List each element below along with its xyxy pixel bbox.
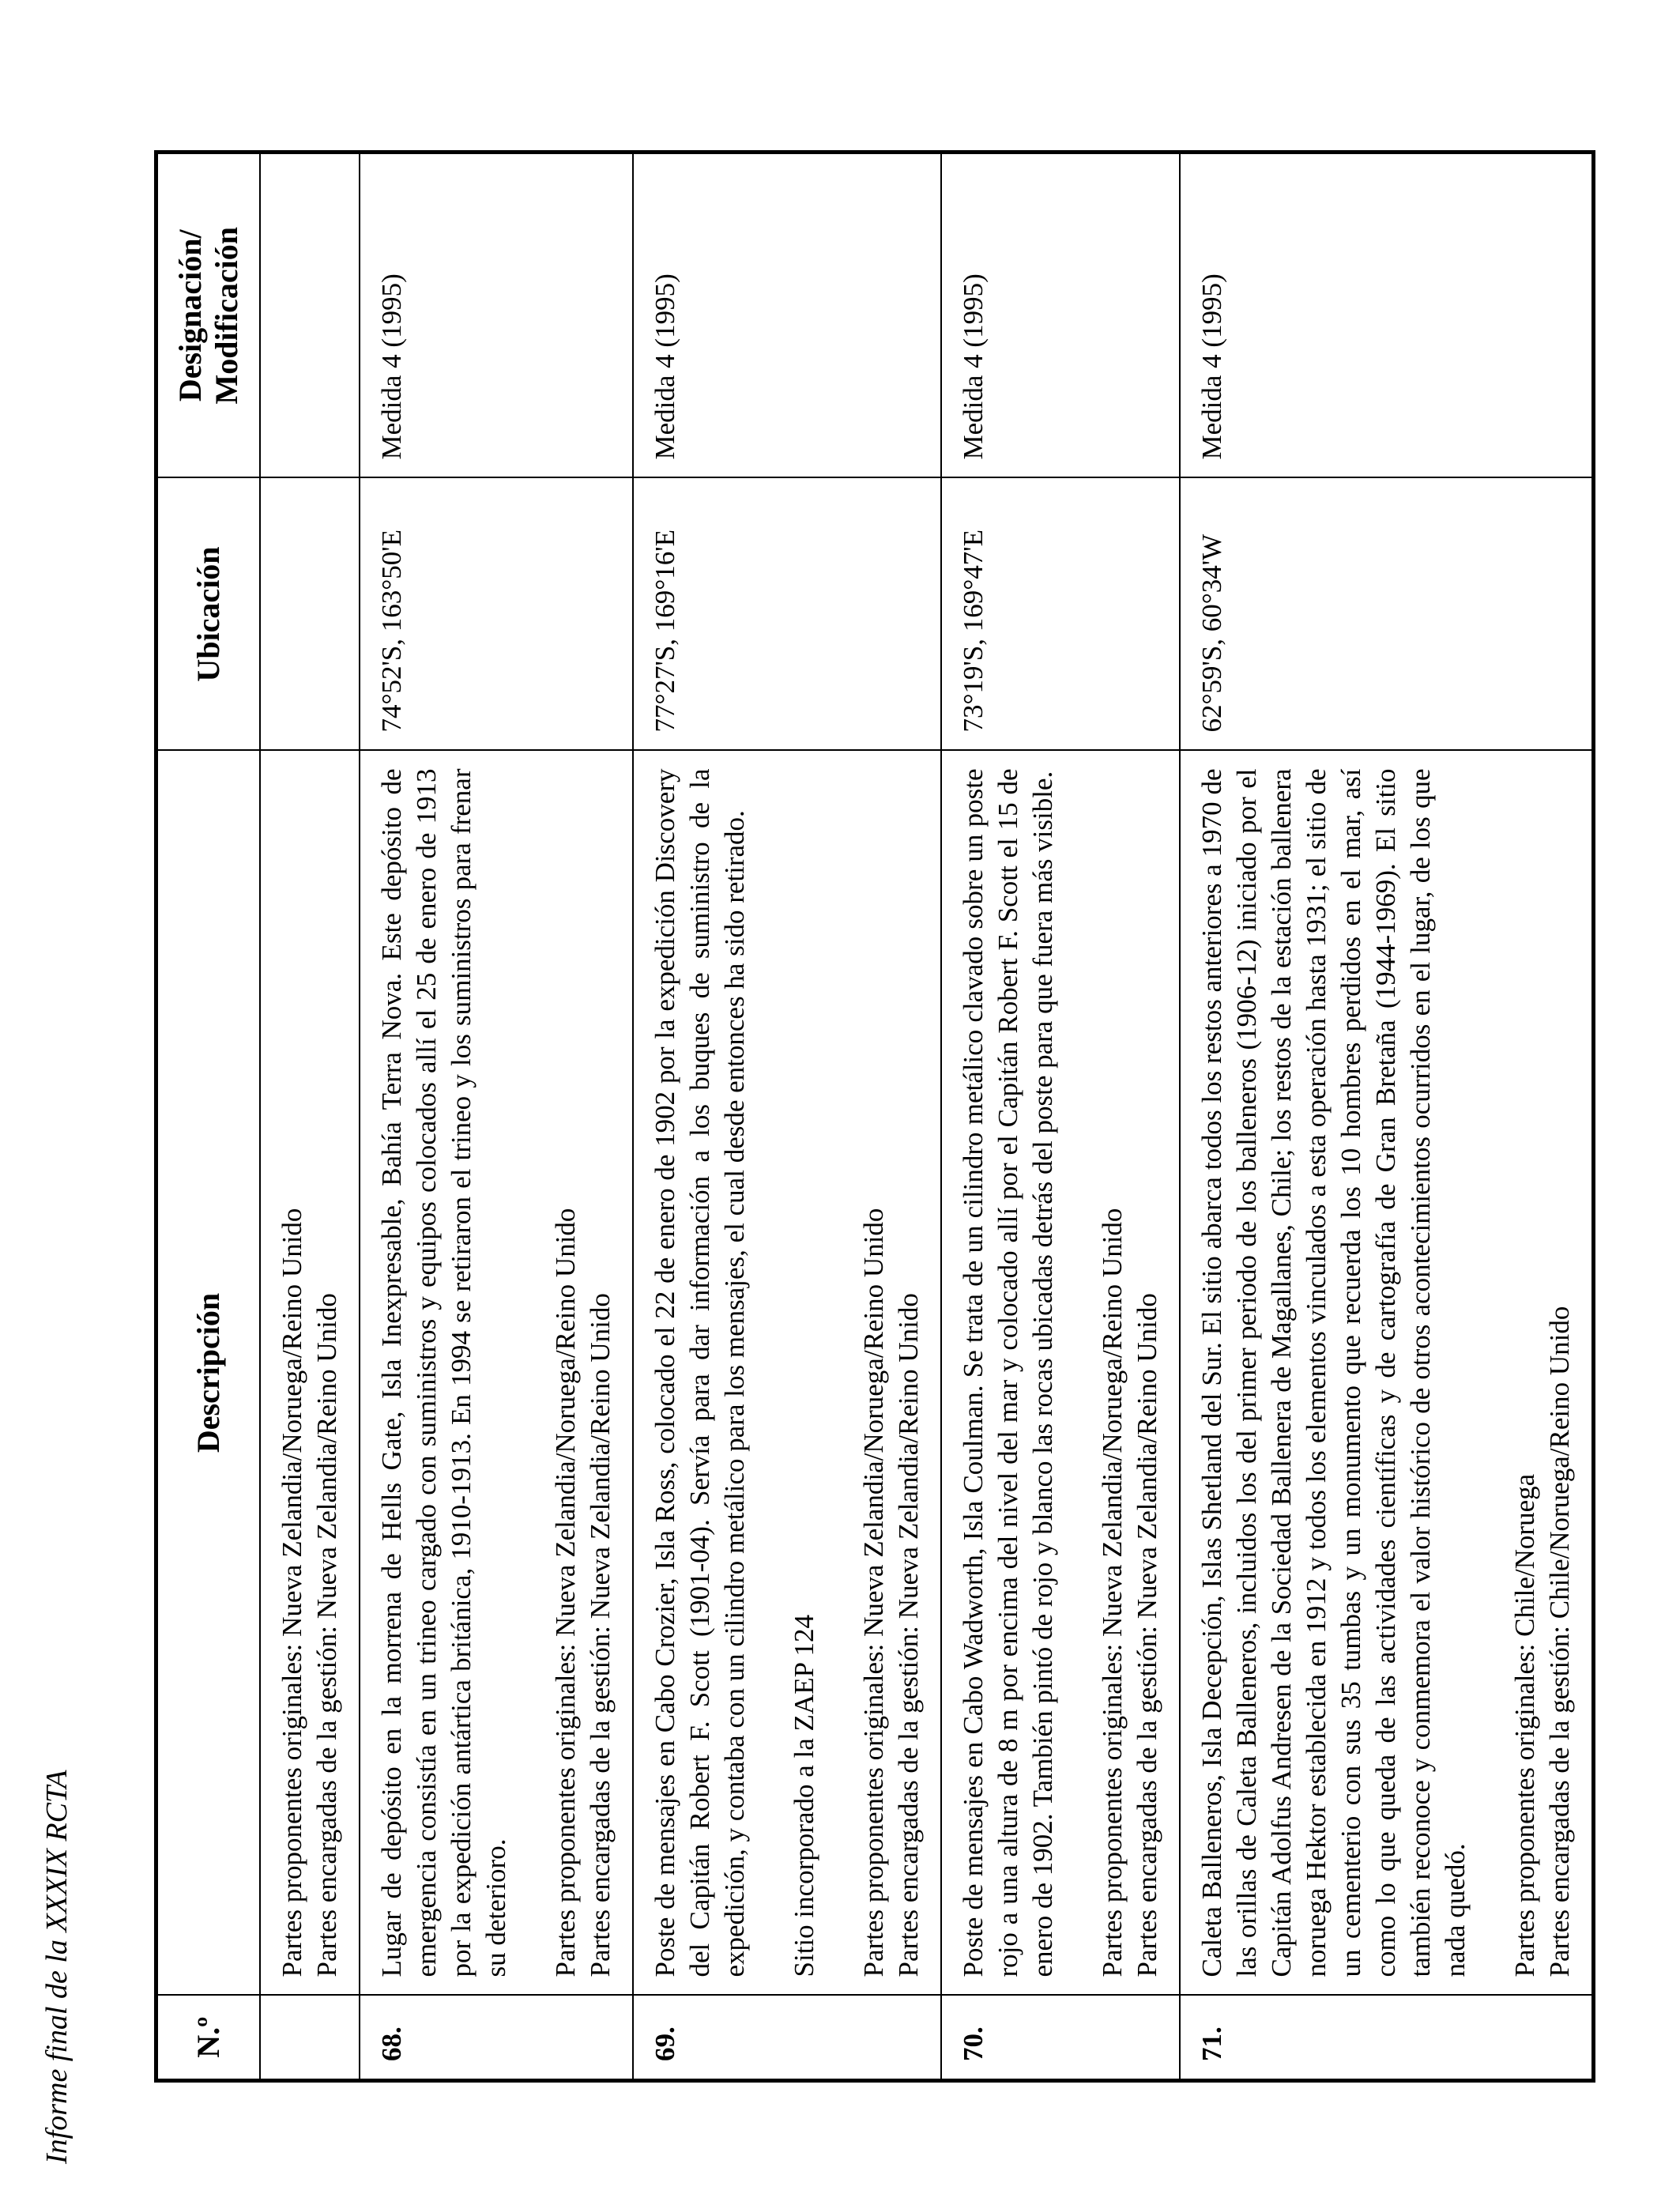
row-location [260, 478, 360, 751]
row-description [633, 751, 941, 1996]
site-description: Lugar de depósito en la morrena de Hells Gate, Isla Inexpresable, Bahía Terra Nova. Este depósito de emergencia consistía en un trineo cargado con suministros y equipos colocados allí el 25 de enero de 1913 por la expedición antártica británica, 1910-1913. En 1994 se retiraron el trineo y los suministros para frenar su deterioro. [376, 768, 511, 1977]
row-designation: Medida 4 (1995) [360, 153, 633, 478]
site-note: Sitio incorporado a la ZAEP 124 [789, 1615, 819, 1977]
row-number: 70. [941, 1996, 1180, 2081]
original-proponents: Partes proponentes originales: Nueva Zelandia/Noruega/Reino Unido [858, 1208, 889, 1977]
original-proponents: Partes proponentes originales: Nueva Zelandia/Noruega/Reino Unido [550, 1208, 581, 1977]
row-description [1180, 751, 1594, 1996]
historic-sites-table [154, 150, 1595, 2083]
managing-parties: Partes encargadas de la gestión: Nueva Zelandia/Reino Unido [585, 1293, 616, 1977]
column-header-location: Ubicación [156, 478, 261, 751]
table-row [941, 153, 1180, 2081]
row-description [260, 751, 360, 1996]
original-proponents: Partes proponentes originales: Chile/Noruega [1509, 1473, 1540, 1977]
table-row [360, 153, 633, 2081]
column-header-designation: Designación/ Modificación [156, 153, 261, 478]
row-number: 68. [360, 1996, 633, 2081]
table-row [260, 153, 360, 2081]
original-proponents: Partes proponentes originales: Nueva Zelandia/Noruega/Reino Unido [1097, 1208, 1128, 1977]
managing-parties: Partes encargadas de la gestión: Chile/Noruega/Reino Unido [1544, 1306, 1575, 1977]
row-description [941, 751, 1180, 1996]
row-location: 77°27'S, 169°16'E [633, 478, 941, 751]
managing-parties: Partes encargadas de la gestión: Nueva Zelandia/Reino Unido [893, 1293, 924, 1977]
managing-parties: Partes encargadas de la gestión: Nueva Zelandia/Reino Unido [1132, 1293, 1162, 1977]
row-designation: Medida 4 (1995) [941, 153, 1180, 478]
row-description [360, 751, 633, 1996]
row-number: 69. [633, 1996, 941, 2081]
row-designation [260, 153, 360, 478]
page-header: Informe final de la XXXIX RCTA [40, 1770, 73, 2164]
table-row [633, 153, 941, 2081]
row-designation: Medida 4 (1995) [633, 153, 941, 478]
row-location: 73°19'S, 169°47'E [941, 478, 1180, 751]
managing-parties: Partes encargadas de la gestión: Nueva Zelandia/Reino Unido [311, 1293, 342, 1977]
rotated-page-content [154, 154, 1575, 2083]
table-row [1180, 153, 1594, 2081]
site-description: Caleta Balleneros, Isla Decepción, Islas Shetland del Sur. El sitio abarca todos los restos anteriores a 1970 de las orillas de Caleta Balleneros, incluidos los del primer periodo de los balleneros (1906-12) iniciado por el Capitán Adolfus Andresen de la Sociedad Ballenera de Magallanes, Chile; los restos de la estación ballenera noruega Hektor establecida en 1912 y todos los elementos vinculados a esta operación hasta 1931; el sitio de un cementerio con sus 35 tumbas y un monumento que recuerda los 10 hombres perdidos en el mar, así como lo que queda de las actividades científicas y de cartografía de Gran Bretaña (1944-1969). El sitio también reconoce y conmemora el valor histórico de otros acontecimientos ocurridos en el lugar, de los que nada quedó. [1196, 768, 1471, 1977]
row-number: 71. [1180, 1996, 1594, 2081]
table-header-row [156, 153, 261, 2081]
row-number [260, 1996, 360, 2081]
site-description: Poste de mensajes en Cabo Wadworth, Isla Coulman. Se trata de un cilindro metálico clavado sobre un poste rojo a una altura de 8 m por encima del nivel del mar y colocado allí por el Capitán Robert F. Scott el 15 de enero de 1902. También pintó de rojo y blanco las rocas ubicadas detrás del poste para que fuera más visible. [958, 768, 1058, 1977]
row-location: 62°59'S, 60°34'W [1180, 478, 1594, 751]
row-designation: Medida 4 (1995) [1180, 153, 1594, 478]
column-header-num: N.º [156, 1996, 261, 2081]
original-proponents: Partes proponentes originales: Nueva Zelandia/Noruega/Reino Unido [277, 1208, 307, 1977]
row-location: 74°52'S, 163°50'E [360, 478, 633, 751]
column-header-description: Descripción [156, 751, 261, 1996]
site-description: Poste de mensajes en Cabo Crozier, Isla Ross, colocado el 22 de enero de 1902 por la expedición Discovery del Capitán Robert F. Scott (1901-04). Servía para dar información a los buques de suministro de la expedición, y contaba con un cilindro metálico para los mensajes, el cual desde entonces ha sido retirado. [650, 768, 750, 1977]
